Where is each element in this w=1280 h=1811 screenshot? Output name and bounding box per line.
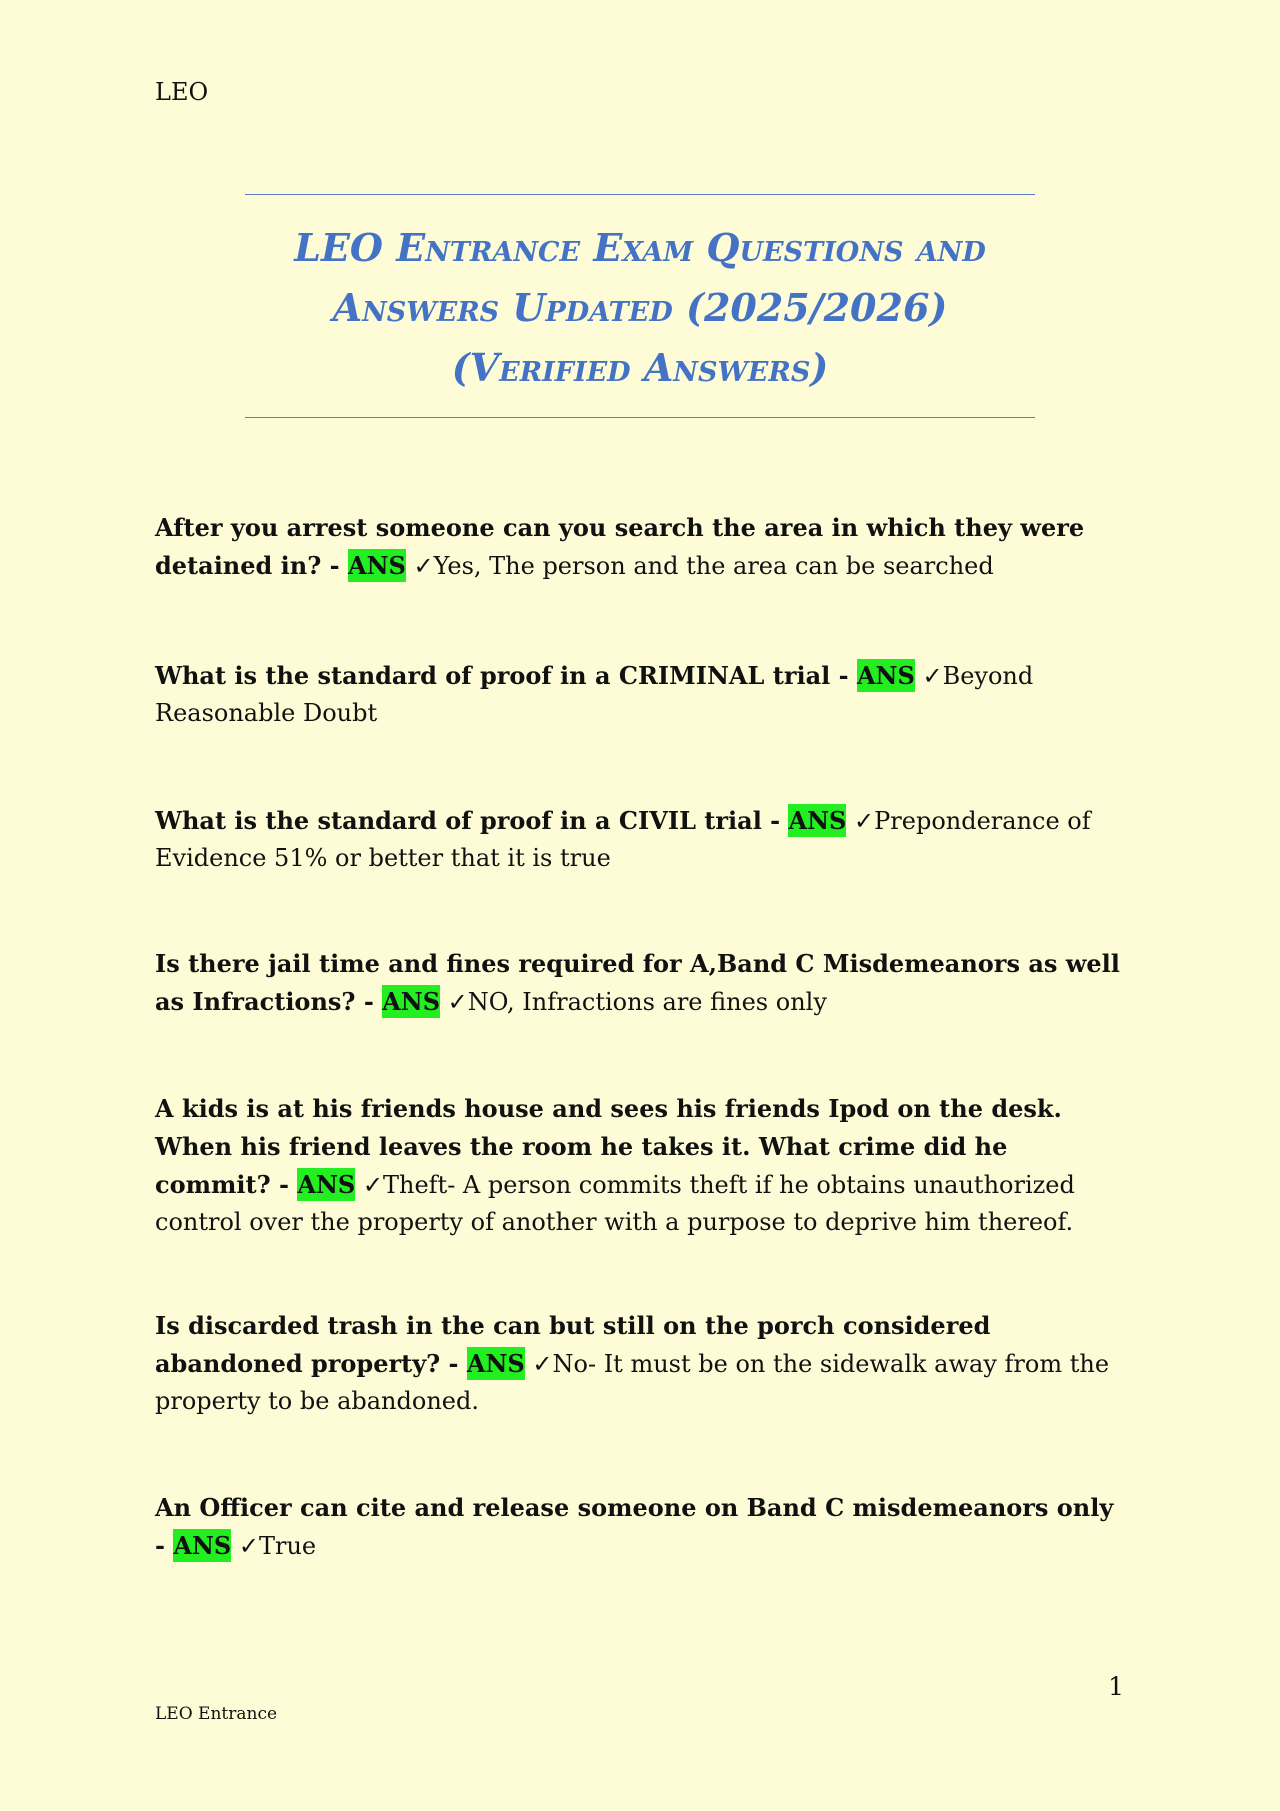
check-icon: ✓ xyxy=(532,1350,553,1378)
ans-label: ANS xyxy=(856,661,915,690)
ans-label: ANS xyxy=(297,1170,356,1199)
question-text: What is the standard of proof in a CIVIL trial - xyxy=(155,806,789,835)
ans-label: ANS xyxy=(788,806,847,835)
answer-text: Yes, The person and the area can be searched xyxy=(433,552,994,580)
qa-item xyxy=(155,1090,1130,1241)
ans-label: ANS xyxy=(382,987,441,1016)
page-number: 1 xyxy=(1108,1672,1124,1701)
title-top-rule xyxy=(245,194,1035,195)
title-line-1: LEO Entrance Exam Questions and xyxy=(294,225,986,270)
answer-text: Theft- A person commits theft if he obtains unauthorized control over the property of another with a purpose to deprive him thereof. xyxy=(155,1171,1075,1236)
check-icon: ✓ xyxy=(854,807,875,835)
check-icon: ✓ xyxy=(922,662,943,690)
check-icon: ✓ xyxy=(238,1532,259,1560)
document-title xyxy=(245,218,1035,398)
title-line-3: (Verified Answers) xyxy=(451,345,829,390)
answer-text: Beyond Reasonable Doubt xyxy=(155,662,1034,727)
answer-text: No- It must be on the sidewalk away from the property to be abandoned. xyxy=(155,1350,1110,1415)
check-icon: ✓ xyxy=(413,552,434,580)
question-text: Is there jail time and fines required for A,Band C Misdemeanors as well as Infractions? - xyxy=(155,949,1120,1016)
page-footer: LEO Entrance xyxy=(155,1704,278,1724)
question-text: After you arrest someone can you search the area in which they were detained in? - xyxy=(155,513,1085,580)
question-text: What is the standard of proof in a CRIMINAL trial - xyxy=(155,661,857,690)
ans-label: ANS xyxy=(347,551,406,580)
qa-item xyxy=(155,945,1130,1021)
answer-text: Preponderance of Evidence 51% or better that it is true xyxy=(155,807,1091,872)
question-text: An Officer can cite and release someone on Band C misdemeanors only - xyxy=(155,1493,1114,1560)
qa-item xyxy=(155,657,1130,732)
question-text: Is discarded trash in the can but still on the porch considered abandoned property? - xyxy=(155,1311,991,1378)
page-header: LEO xyxy=(155,78,209,106)
qa-item xyxy=(155,509,1130,585)
title-line-2: Answers Updated (2025/2026) xyxy=(332,285,948,330)
qa-item xyxy=(155,1307,1130,1420)
answer-text: True xyxy=(258,1532,317,1560)
check-icon: ✓ xyxy=(362,1171,383,1199)
qa-item xyxy=(155,1489,1130,1565)
answer-text: NO, Infractions are fines only xyxy=(467,988,827,1016)
ans-label: ANS xyxy=(173,1531,232,1560)
ans-label: ANS xyxy=(466,1349,525,1378)
check-icon: ✓ xyxy=(447,988,468,1016)
question-text: A kids is at his friends house and sees his friends Ipod on the desk. When his friend leaves the room he takes it. What crime did he commit? - xyxy=(155,1094,1062,1199)
qa-item xyxy=(155,802,1130,877)
title-bottom-rule xyxy=(245,417,1035,418)
